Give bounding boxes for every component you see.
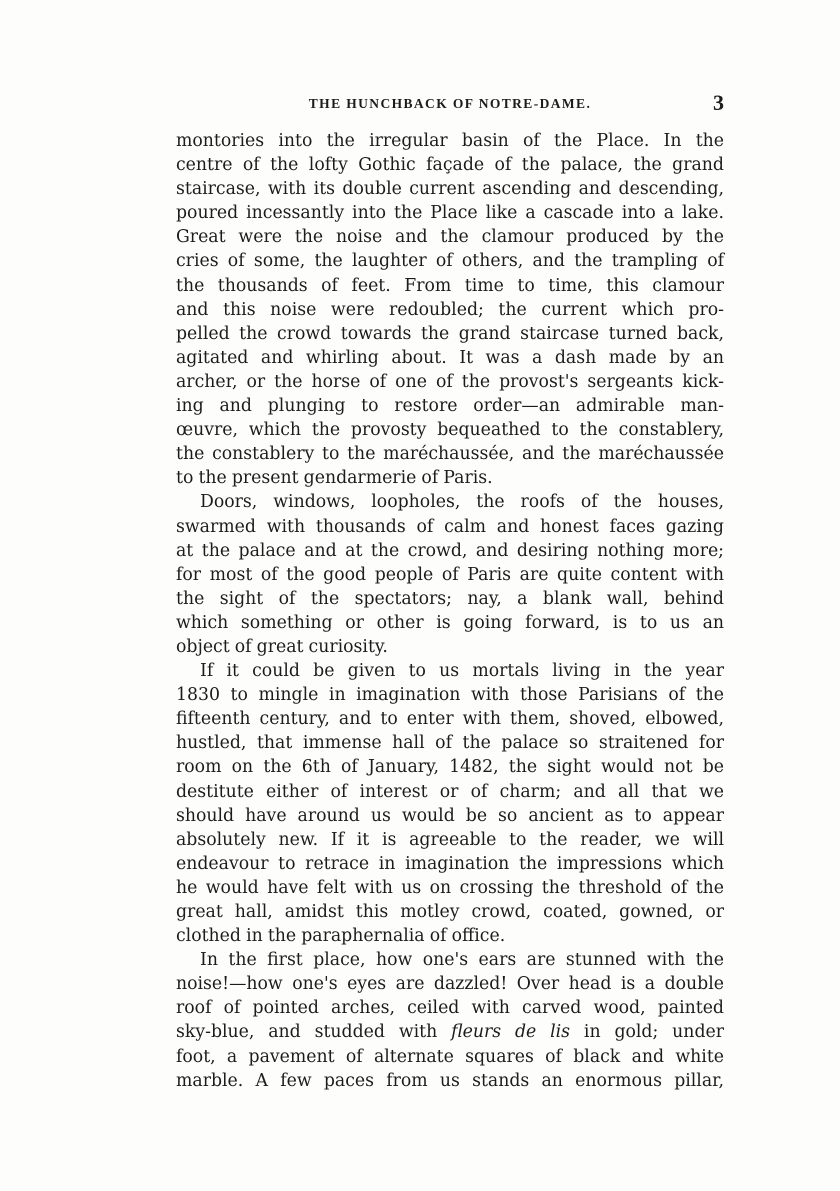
text-line: swarmed with thousands of calm and honest faces gazing [176, 516, 724, 537]
text-line: If it could be given to us mortals living in the year [200, 661, 724, 682]
text-line: agitated and whirling about. It was a dash made by an [176, 347, 724, 368]
text-line: for most of the good people of Paris are quite content with [176, 564, 724, 585]
text-line: room on the 6th of January, 1482, the sight would not be [176, 757, 724, 778]
text-line: to the present gendarmerie of Paris. [176, 468, 493, 489]
text-line: fifteenth century, and to enter with them, shoved, elbowed, [176, 709, 724, 730]
body-text [176, 129, 724, 1093]
text-line: great hall, amidst this motley crowd, coated, gowned, or [176, 902, 724, 922]
text-line: In the first place, how one's ears are stunned with the [200, 950, 724, 971]
text-line: Great were the noise and the clamour produced by the [176, 227, 724, 248]
text-line: and this noise were redoubled; the current which pro- [176, 299, 724, 320]
text-line: staircase, with its double current ascending and descending, [176, 179, 724, 200]
running-head [176, 90, 724, 122]
text-line: the thousands of feet. From time to time, this clamour [176, 275, 724, 296]
text-line: noise!—how one's eyes are dazzled! Over head is a double [176, 974, 724, 995]
text-line: absolutely new. If it is agreeable to the reader, we will [176, 829, 724, 850]
text-line: Doors, windows, loopholes, the roofs of the houses, [200, 492, 724, 513]
text-line: marble. A few paces from us stands an enormous pillar, [176, 1070, 724, 1091]
text-line: cries of some, the laughter of others, and the trampling of [176, 251, 724, 272]
text-line: the constablery to the maréchaussée, and the maréchaussée [176, 444, 724, 465]
text-line: should have around us would be so ancient as to appear [176, 805, 724, 826]
text-line: montories into the irregular basin of the Place. In the [176, 131, 724, 151]
text-line: ing and plunging to restore order—an admirable man- [176, 396, 724, 417]
text-run: in gold; under [583, 1022, 724, 1043]
text-line: destitute either of interest or of charm; and all that we [176, 781, 724, 802]
running-head-title: THE HUNCHBACK OF NOTRE-DAME. [308, 96, 592, 111]
page-number: 3 [713, 90, 724, 115]
text-line: clothed in the paraphernalia of office. [176, 926, 506, 947]
text-line: poured incessantly into the Place like a cascade into a lake. [176, 203, 724, 224]
text-line: 1830 to mingle in imagination with those Parisians of the [176, 685, 724, 706]
text-line: he would have felt with us on crossing the threshold of the [176, 877, 724, 898]
text-line: archer, or the horse of one of the provost's sergeants kick- [176, 371, 724, 392]
text-run-italic: fleurs de lis [451, 1022, 571, 1043]
text-line: foot, a pavement of alternate squares of black and white [176, 1046, 724, 1067]
text-run: sky-blue, and studded with [176, 1022, 438, 1043]
text-line: at the palace and at the crowd, and desiring nothing more; [176, 540, 724, 561]
text-line: hustled, that immense hall of the palace so straitened for [176, 733, 724, 754]
text-line: pelled the crowd towards the grand staircase turned back, [176, 323, 724, 344]
text-line: endeavour to retrace in imagination the impressions which [176, 853, 724, 874]
text-line: which something or other is going forward, is to us an [176, 612, 724, 633]
text-line: œuvre, which the provosty bequeathed to the constablery, [176, 420, 724, 441]
text-line: object of great curiosity. [176, 636, 388, 657]
text-line [176, 1020, 724, 1044]
text-line: the sight of the spectators; nay, a blank wall, behind [176, 588, 724, 609]
text-line: centre of the lofty Gothic façade of the palace, the grand [176, 155, 724, 176]
text-line: roof of pointed arches, ceiled with carved wood, painted [176, 998, 724, 1019]
